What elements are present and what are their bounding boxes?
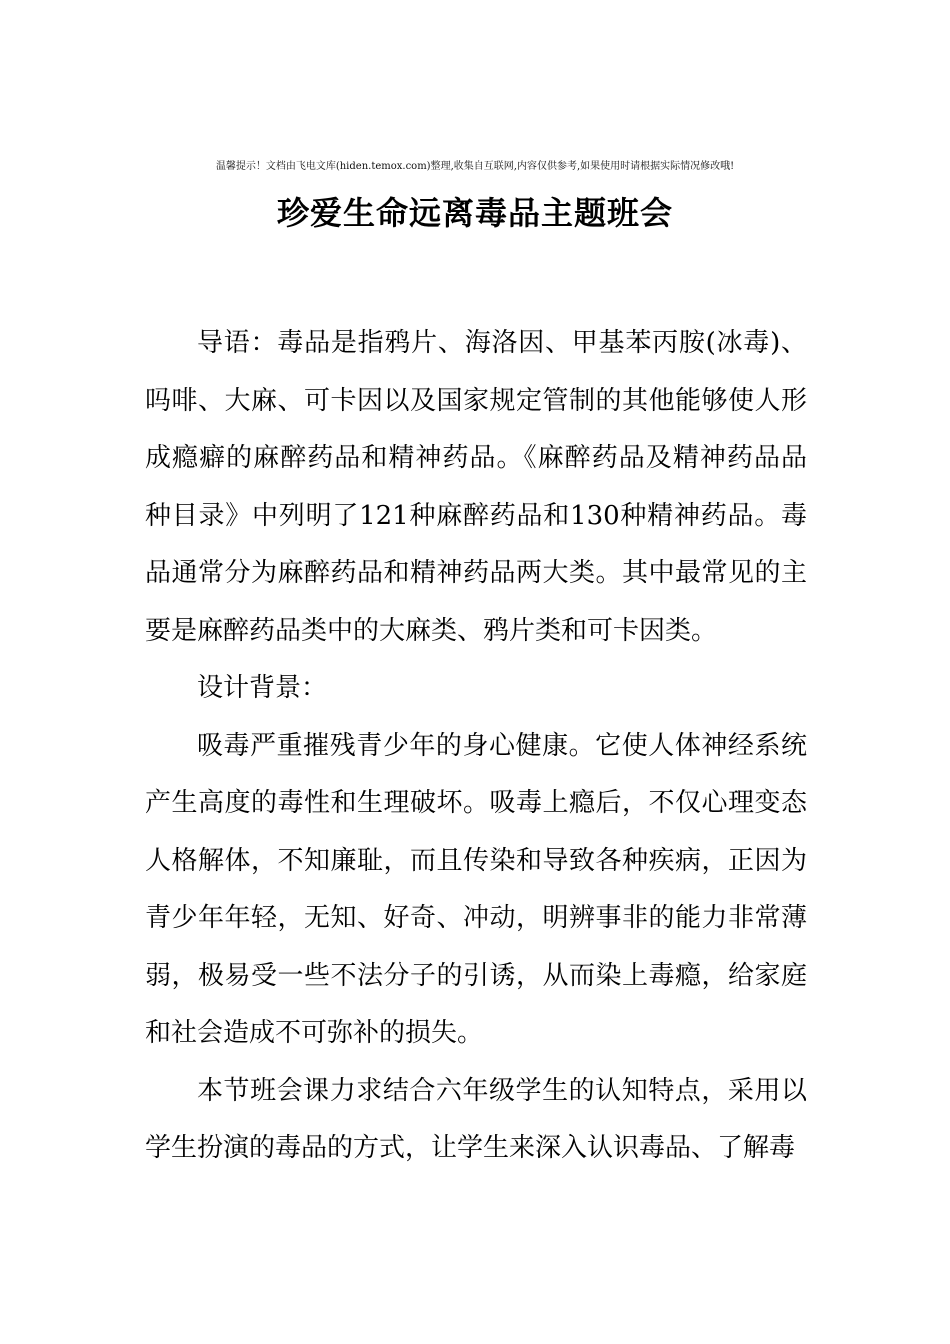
header-note: 温馨提示！文档由飞电文库(hiden.temox.com)整理,收集自互联网,内容仅供参考,如果使用时请根据实际情况修改哦!	[215, 161, 735, 172]
document-title: 珍爱生命远离毒品主题班会	[276, 194, 673, 232]
paragraph-class-design: 本节班会课力求结合六年级学生的认知特点，采用以学生扮演的毒品的方式，让学生来深入认识毒品、了解毒	[145, 1075, 807, 1163]
paragraph-background: 吸毒严重摧残青少年的身心健康。它使人体神经系统产生高度的毒性和生理破坏。吸毒上瘾后，不仅心理变态人格解体，不知廉耻，而且传染和导致各种疾病，正因为青少年年轻，无知、好奇、冲动，明辨事非的能力非常薄弱，极易受一些不法分子的引诱，从而染上毒瘾，给家庭和社会造成不可弥补的损失。	[145, 730, 807, 1048]
document-body	[145, 315, 807, 1178]
paragraph-background-heading: 设计背景：	[197, 673, 328, 703]
paragraph-intro: 导语：毒品是指鸦片、海洛因、甲基苯丙胺(冰毒)、吗啡、大麻、可卡因以及国家规定管制的其他能够使人形成瘾癖的麻醉药品和精神药品。《麻醉药品及精神药品品种目录》中列明了121种麻醉药品和130种精神药品。毒品通常分为麻醉药品和精神药品两大类。其中最常见的主要是麻醉药品类中的大麻类、鸦片类和可卡因类。	[145, 328, 807, 646]
